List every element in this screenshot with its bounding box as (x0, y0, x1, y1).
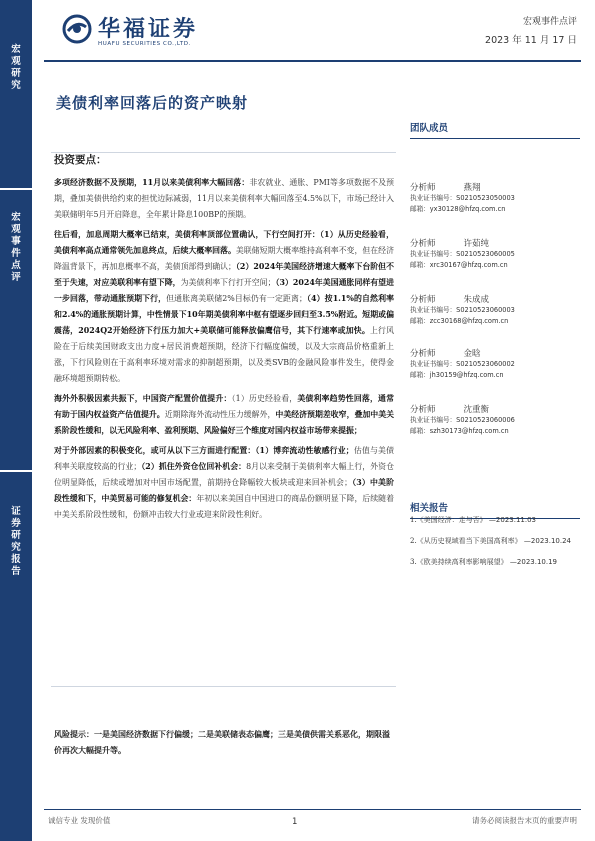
email-label: 邮箱： (410, 371, 430, 379)
summary-bold-text: （3）2024年美国通胀同样有望进一步回落，带动通胀预期下行， (54, 278, 394, 303)
analyst-name: 朱成成 (463, 295, 490, 305)
report-type: 宏观事件点评 (522, 17, 577, 27)
summary-text: 美联储短期大概率维持高利率不变，但在经济降温背景下，再加息概率不高，美债顶部得到确认； (54, 246, 394, 271)
license-number: S0210523060006 (456, 416, 515, 424)
summary-bold-text: 往后看，加息周期大概率已结束，美债利率顶部位置确认，下行空间打开：（1）从历史经验看，美债利率高点通常领先加息终点，后续大概率回落。 (54, 230, 394, 255)
summary-bold-text: （3）中美阶段性缓和下，中美贸易可能的修复机会： (54, 478, 394, 503)
analyst-card (410, 181, 580, 215)
analyst-email[interactable]: xrc30167@hfzq.com.cn (429, 261, 508, 269)
team-section (410, 120, 580, 499)
license-label: 执业证书编号： (410, 250, 457, 258)
analyst-card (410, 293, 580, 327)
analyst-title: 分析师 (410, 239, 436, 249)
summary-paragraph (54, 391, 394, 439)
related-reports-heading: 相关报告 (410, 500, 580, 519)
related-reports-list (410, 514, 585, 577)
company-logo (62, 12, 262, 56)
analyst-name: 燕翔 (463, 183, 481, 193)
related-report-title[interactable]: 3.《欧美持续高利率影响展望》 (410, 558, 508, 566)
footer-divider (44, 809, 581, 810)
summary-text: 8月以来受制于美债利率大幅上行，外资仓位明显降低，后续或增加对中国市场配置，前期持仓降幅较大板块或迎来回补机会； (54, 462, 394, 487)
analyst-name: 沈重衡 (463, 405, 490, 415)
analyst-card (410, 403, 580, 437)
summary-text: 非农就业、通胀、PMI等多项数据不及预期，叠加美债供给约束的担忧边际减弱，11月以来美债利率大幅回落至4.5%以下，市场已经计入美联储明年5月开启降息，全年累计降息100BP的预期。 (54, 178, 394, 219)
summary-text: 上行风险在于后续美国财政支出力度+居民消费超预期，经济下行幅度偏缓，以及大宗商品价格重新上涨，下行风险则在于高利率环境对需求的抑制超预期，以及类SVB的金融风险事件发生，使得金融环境超预期转松。 (54, 326, 394, 383)
analyst-name: 许茹纯 (463, 239, 490, 249)
summary-heading: 投资要点： (54, 154, 107, 166)
summary-bold-text: 海外外积极因素共振下，中国资产配置价值提升： (54, 394, 232, 403)
license-number: S0210523050003 (456, 194, 515, 202)
analyst-title: 分析师 (410, 183, 436, 193)
license-label: 执业证书编号： (410, 306, 457, 314)
summary-bold-text: （2）2024年美国经济增速大概率下台阶但不至于失速，对应美联利率有望下降， (54, 262, 394, 287)
analyst-email[interactable]: szh30173@hfzq.com.cn (429, 427, 509, 435)
related-report-link[interactable] (410, 514, 585, 526)
sidebar-tag-report: 证券研究报告 (11, 506, 21, 577)
logo-english-name: HUAFU SECURITIES CO.,LTD. (98, 41, 191, 47)
summary-text: （1）历史经验看， (231, 394, 298, 403)
summary-text: 年初以来美国自中国进口的商品份额明显下降，后续随着中美关系阶段性缓和，份额冲击较大行业或迎来阶段性利好。 (54, 494, 394, 519)
summary-paragraph (54, 175, 394, 223)
page-number: 1 (292, 817, 298, 827)
team-heading: 团队成员 (410, 120, 580, 139)
sidebar-tag-event: 宏观事件点评 (11, 212, 21, 283)
license-label: 执业证书编号： (410, 416, 457, 424)
summary-bold-text: 中美经济预期差收窄，叠加中美关系阶段性缓和，以无风险利率、盈利预期、风险偏好三个维度对国内权益市场带来提振； (54, 410, 394, 435)
analyst-email[interactable]: jh30159@hfzq.com.cn (429, 371, 504, 379)
summary-paragraph (54, 443, 394, 523)
email-label: 邮箱： (410, 317, 430, 325)
email-label: 邮箱： (410, 427, 430, 435)
summary-bold-text: （2）抓住外资仓位回补机会： (141, 462, 247, 471)
sidebar-tag-macro: 宏观研究 (11, 44, 21, 91)
page-title: 美债利率回落后的资产映射 (56, 94, 249, 112)
license-label: 执业证书编号： (410, 194, 457, 202)
analyst-email[interactable]: zcc30168@hfzq.com.cn (429, 317, 509, 325)
email-label: 邮箱： (410, 261, 430, 269)
analyst-title: 分析师 (410, 405, 436, 415)
email-label: 邮箱： (410, 205, 430, 213)
analyst-email[interactable]: yx30128@hfzq.com.cn (429, 205, 506, 213)
summary-bold-text: 美债利率趋势性回落，通常有助于国内权益资产估值提升。 (54, 394, 394, 419)
summary-bold-text: （4）按1.1%的自然利率和2.4%的通胀预期计算，中性情景下10年期美债利率中枢有望逐步回归至3.5%附近。短期或偏震荡，2024Q2开始经济下行压力加大+美联储可能释放偏鹰信号，其下行速率或加快。 (54, 294, 394, 335)
related-report-date: —2023.10.19 (509, 558, 558, 566)
summary-text: 近期除海外流动性压力缓解外， (164, 410, 276, 419)
summary-text: 估值与美债利率关联度较高的行业； (54, 446, 394, 471)
analyst-card (410, 347, 580, 381)
summary-text: 为美债利率下行打开空间； (180, 278, 276, 287)
risk-warning: 风险提示：一是美国经济数据下行偏缓；二是美联储表态偏鹰；三是美债供需关系恶化，期限溢价再次大幅提升等。 (54, 729, 390, 755)
summary-bold-text: 对于外部因素的积极变化，或可从以下三方面进行配置：（1）博弈流动性敏感行业； (54, 446, 354, 455)
license-number: S0210523060005 (456, 250, 515, 258)
logo-emblem-icon (62, 14, 92, 44)
analyst-list (410, 139, 580, 499)
related-report-date: —2023.10.24 (523, 537, 572, 545)
related-report-title[interactable]: 2.《从历史视域看当下美国高利率》 (410, 537, 522, 545)
summary-paragraph (54, 227, 394, 387)
summary-bold-text: 多项经济数据不及预期，11月以来美债利率大幅回落： (54, 178, 250, 187)
analyst-title: 分析师 (410, 295, 436, 305)
analyst-name: 金晗 (463, 349, 481, 359)
summary-text: 但通胀离美联储2%目标仍有一定距离； (166, 294, 307, 303)
summary-content (54, 152, 394, 527)
logo-chinese-name: 华福证券 (98, 17, 199, 42)
related-report-link[interactable] (410, 535, 585, 547)
report-date: 2023 年 11 月 17 日 (485, 35, 577, 46)
analyst-title: 分析师 (410, 349, 436, 359)
sidebar-separator (0, 470, 32, 472)
related-report-date: —2023.11.03 (488, 516, 537, 524)
related-report-title[interactable]: 1.《美国经济：走与否》 (410, 516, 487, 524)
sidebar-separator (0, 188, 32, 190)
footer-disclaimer: 请务必阅读报告末页的重要声明 (472, 816, 577, 825)
header-divider (44, 60, 581, 62)
license-number: S0210523060003 (456, 306, 515, 314)
license-label: 执业证书编号： (410, 360, 457, 368)
analyst-card (410, 237, 580, 271)
license-number: S0210523060002 (456, 360, 515, 368)
left-sidebar (0, 0, 32, 841)
related-report-link[interactable] (410, 556, 585, 568)
footer-slogan: 诚信专业 发现价值 (48, 816, 111, 825)
